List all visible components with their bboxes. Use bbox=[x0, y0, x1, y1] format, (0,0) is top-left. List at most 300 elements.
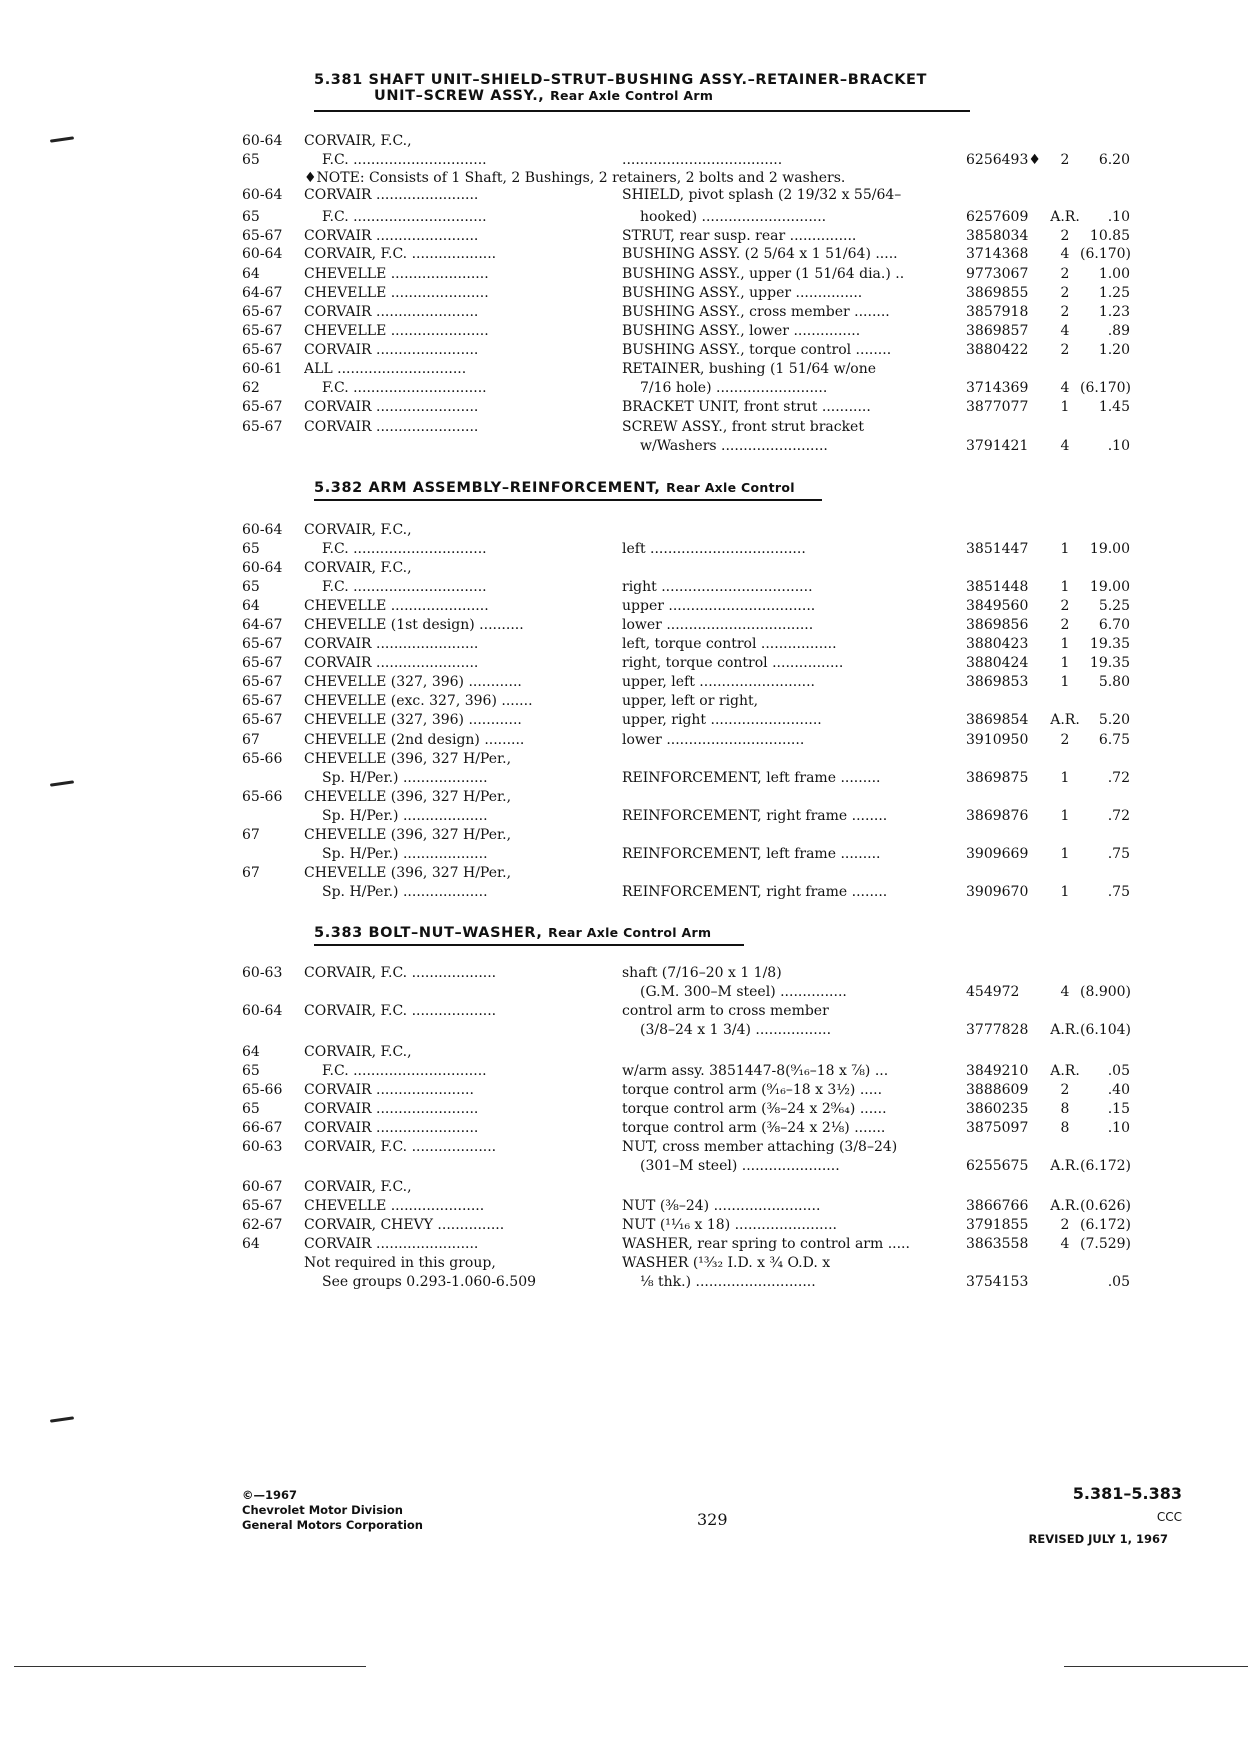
row-part-number: 3869876 bbox=[966, 808, 1029, 824]
row-year: 67 bbox=[242, 732, 260, 748]
row-model: CORVAIR ....................... bbox=[304, 342, 479, 358]
row-part-number: 3714369 bbox=[966, 380, 1029, 396]
table-row bbox=[0, 692, 1248, 711]
row-price: .72 bbox=[1107, 770, 1130, 786]
table-row bbox=[0, 635, 1248, 654]
row-description: shaft (7/16–20 x 1 1/8) bbox=[622, 965, 782, 981]
row-description: ⅛ thk.) ........................... bbox=[640, 1274, 816, 1290]
row-part-number: 3791855 bbox=[966, 1217, 1029, 1233]
row-model: CORVAIR ....................... bbox=[304, 636, 479, 652]
row-year: 65-66 bbox=[242, 1082, 283, 1098]
row-quantity: A.R. bbox=[1050, 1022, 1080, 1038]
group-range: 5.381–5.383 bbox=[1072, 1484, 1182, 1503]
row-year: 65 bbox=[242, 1101, 260, 1117]
table-row bbox=[0, 208, 1248, 227]
table-row bbox=[0, 151, 1248, 170]
table-row bbox=[0, 418, 1248, 437]
row-price: 1.25 bbox=[1098, 285, 1130, 301]
row-part-number: 3860235 bbox=[966, 1101, 1029, 1117]
row-price: (8.900) bbox=[1080, 984, 1132, 1000]
row-description: right, torque control ................ bbox=[622, 655, 844, 671]
table-row bbox=[0, 521, 1248, 540]
row-part-number: 3714368 bbox=[966, 246, 1029, 262]
table-row bbox=[0, 1138, 1248, 1157]
row-part-number: 3851447 bbox=[966, 541, 1029, 557]
row-part-number: 3857918 bbox=[966, 304, 1029, 320]
row-price: 19.00 bbox=[1089, 541, 1130, 557]
table-row bbox=[0, 769, 1248, 788]
row-description: 7/16 hole) ......................... bbox=[640, 380, 828, 396]
row-description: WASHER, rear spring to control arm ..... bbox=[622, 1236, 910, 1252]
row-year: 64 bbox=[242, 266, 260, 282]
row-model: CORVAIR, F.C. ................... bbox=[304, 1139, 497, 1155]
table-row bbox=[0, 1216, 1248, 1235]
table-row bbox=[0, 731, 1248, 750]
section-underline bbox=[314, 499, 822, 501]
row-description: BUSHING ASSY., cross member ........ bbox=[622, 304, 890, 320]
row-year: 60-64 bbox=[242, 522, 283, 538]
row-part-number: 3875097 bbox=[966, 1120, 1029, 1136]
row-description: WASHER (¹³⁄₃₂ I.D. x ¾ O.D. x bbox=[622, 1255, 831, 1271]
row-part-number: 6255675 bbox=[966, 1158, 1029, 1174]
row-part-number: 3869853 bbox=[966, 674, 1029, 690]
row-model: CORVAIR, F.C., bbox=[304, 133, 412, 149]
row-price: .05 bbox=[1107, 1274, 1130, 1290]
row-description: SCREW ASSY., front strut bracket bbox=[622, 419, 864, 435]
table-row bbox=[0, 1197, 1248, 1216]
row-part-number: 3869875 bbox=[966, 770, 1029, 786]
row-year: 67 bbox=[242, 865, 260, 881]
row-model: F.C. .............................. bbox=[322, 152, 487, 168]
row-quantity: 8 bbox=[1060, 1120, 1070, 1136]
row-year: 65-66 bbox=[242, 751, 283, 767]
row-description: REINFORCEMENT, right frame ........ bbox=[622, 884, 888, 900]
table-row bbox=[0, 1062, 1248, 1081]
row-model: CHEVELLE (327, 396) ............ bbox=[304, 712, 522, 728]
row-year: 60-63 bbox=[242, 965, 283, 981]
row-price: .15 bbox=[1107, 1101, 1130, 1117]
row-quantity: 2 bbox=[1060, 342, 1070, 358]
row-quantity: 1 bbox=[1060, 846, 1070, 862]
row-model: Sp. H/Per.) ................... bbox=[322, 884, 488, 900]
row-description: (G.M. 300–M steel) ............... bbox=[640, 984, 847, 1000]
row-quantity: 4 bbox=[1060, 323, 1070, 339]
row-quantity: 2 bbox=[1060, 152, 1070, 168]
row-model: CORVAIR ....................... bbox=[304, 304, 479, 320]
row-part-number: 3877077 bbox=[966, 399, 1029, 415]
section-underline bbox=[314, 110, 970, 112]
row-description: SHIELD, pivot splash (2 19/32 x 55/64– bbox=[622, 187, 902, 203]
revised-date: REVISED JULY 1, 1967 bbox=[1028, 1532, 1168, 1546]
row-price: 6.75 bbox=[1098, 732, 1130, 748]
row-quantity: 1 bbox=[1060, 636, 1070, 652]
row-year: 65-67 bbox=[242, 419, 283, 435]
row-year: 62 bbox=[242, 380, 260, 396]
row-model: CHEVELLE (327, 396) ............ bbox=[304, 674, 522, 690]
row-price: .10 bbox=[1107, 438, 1130, 454]
row-part-number: 3849560 bbox=[966, 598, 1029, 614]
row-model: CORVAIR, F.C. ................... bbox=[304, 246, 497, 262]
row-model: CORVAIR ....................... bbox=[304, 1101, 479, 1117]
table-row bbox=[0, 578, 1248, 597]
table-row bbox=[0, 964, 1248, 983]
table-row bbox=[0, 559, 1248, 578]
row-part-number: 3869856 bbox=[966, 617, 1029, 633]
table-row bbox=[0, 1043, 1248, 1062]
row-quantity: A.R. bbox=[1050, 1198, 1080, 1214]
row-price: (6.170) bbox=[1080, 380, 1132, 396]
row-year: 65-67 bbox=[242, 342, 283, 358]
row-part-number: 3869857 bbox=[966, 323, 1029, 339]
row-model: CORVAIR, F.C., bbox=[304, 1179, 412, 1195]
row-description: upper, left .......................... bbox=[622, 674, 816, 690]
row-description: left, torque control ................. bbox=[622, 636, 837, 652]
row-price: (6.172) bbox=[1080, 1158, 1132, 1174]
table-row bbox=[0, 437, 1248, 456]
row-quantity: 1 bbox=[1060, 655, 1070, 671]
row-year: 60-63 bbox=[242, 1139, 283, 1155]
row-year: 64 bbox=[242, 1236, 260, 1252]
row-year: 65-67 bbox=[242, 636, 283, 652]
table-row bbox=[0, 788, 1248, 807]
section-underline bbox=[314, 944, 744, 946]
row-model: CHEVELLE (exc. 327, 396) ....... bbox=[304, 693, 533, 709]
table-row bbox=[0, 1081, 1248, 1100]
row-model: F.C. .............................. bbox=[322, 579, 487, 595]
row-part-number: 3880423 bbox=[966, 636, 1029, 652]
row-quantity: 2 bbox=[1060, 266, 1070, 282]
row-year: 65-67 bbox=[242, 655, 283, 671]
table-row bbox=[0, 1254, 1248, 1273]
row-quantity: 1 bbox=[1060, 674, 1070, 690]
row-year: 60-67 bbox=[242, 1179, 283, 1195]
row-description: .................................... bbox=[622, 152, 783, 168]
row-price: (7.529) bbox=[1080, 1236, 1132, 1252]
row-price: 1.00 bbox=[1098, 266, 1130, 282]
row-year: 65 bbox=[242, 541, 260, 557]
row-year: 64 bbox=[242, 1044, 260, 1060]
section-title-5-382: 5.382 ARM ASSEMBLY–REINFORCEMENT, Rear Axle Control bbox=[314, 480, 795, 496]
row-quantity: 1 bbox=[1060, 399, 1070, 415]
row-description: left ................................... bbox=[622, 541, 806, 557]
row-description: BUSHING ASSY. (2 5/64 x 1 51/64) ..... bbox=[622, 246, 898, 262]
row-price: 1.23 bbox=[1098, 304, 1130, 320]
row-part-number: 3754153 bbox=[966, 1274, 1029, 1290]
row-year: 66-67 bbox=[242, 1120, 283, 1136]
row-year: 65-67 bbox=[242, 712, 283, 728]
row-year: 67 bbox=[242, 827, 260, 843]
corporation: General Motors Corporation bbox=[242, 1518, 423, 1532]
row-part-number: 3910950 bbox=[966, 732, 1029, 748]
row-description: lower ................................. bbox=[622, 617, 814, 633]
table-row bbox=[0, 616, 1248, 635]
row-model: CORVAIR, F.C., bbox=[304, 1044, 412, 1060]
row-model: Sp. H/Per.) ................... bbox=[322, 846, 488, 862]
row-price: .05 bbox=[1107, 1063, 1130, 1079]
copyright: ©—1967 bbox=[242, 1488, 298, 1502]
row-description: (301–M steel) ...................... bbox=[640, 1158, 840, 1174]
row-model: CORVAIR ....................... bbox=[304, 399, 479, 415]
section-note: ♦NOTE: Consists of 1 Shaft, 2 Bushings, 2 retainers, 2 bolts and 2 washers. bbox=[304, 170, 846, 186]
row-price: 5.25 bbox=[1098, 598, 1130, 614]
row-price: .75 bbox=[1107, 884, 1130, 900]
row-price: (6.170) bbox=[1080, 246, 1132, 262]
row-quantity: 2 bbox=[1060, 732, 1070, 748]
row-part-number: 3851448 bbox=[966, 579, 1029, 595]
row-quantity: A.R. bbox=[1050, 712, 1080, 728]
row-quantity: 1 bbox=[1060, 884, 1070, 900]
row-model: CHEVELLE ...................... bbox=[304, 285, 489, 301]
row-part-number: 3849210 bbox=[966, 1063, 1029, 1079]
row-quantity: A.R. bbox=[1050, 1158, 1080, 1174]
row-year: 65 bbox=[242, 209, 260, 225]
row-model: CORVAIR, F.C., bbox=[304, 560, 412, 576]
row-quantity: 1 bbox=[1060, 770, 1070, 786]
row-part-number: 3866766 bbox=[966, 1198, 1029, 1214]
row-year: 65 bbox=[242, 152, 260, 168]
row-year: 60-64 bbox=[242, 246, 283, 262]
row-year: 65-67 bbox=[242, 323, 283, 339]
row-part-number: 3909670 bbox=[966, 884, 1029, 900]
row-part-number: 3880422 bbox=[966, 342, 1029, 358]
row-model: CHEVELLE (396, 327 H/Per., bbox=[304, 751, 512, 767]
row-model: CHEVELLE ...................... bbox=[304, 266, 489, 282]
table-row bbox=[0, 1100, 1248, 1119]
row-model: CORVAIR ....................... bbox=[304, 1236, 479, 1252]
row-description: control arm to cross member bbox=[622, 1003, 829, 1019]
row-part-number: 3880424 bbox=[966, 655, 1029, 671]
row-year: 65-67 bbox=[242, 1198, 283, 1214]
table-row bbox=[0, 132, 1248, 151]
row-year: 65-67 bbox=[242, 304, 283, 320]
row-model: CORVAIR ...................... bbox=[304, 1082, 474, 1098]
row-model: CORVAIR ....................... bbox=[304, 655, 479, 671]
table-row bbox=[0, 1119, 1248, 1138]
row-price: .75 bbox=[1107, 846, 1130, 862]
table-row bbox=[0, 711, 1248, 730]
table-row bbox=[0, 398, 1248, 417]
row-description: BUSHING ASSY., upper ............... bbox=[622, 285, 863, 301]
row-description: BRACKET UNIT, front strut ........... bbox=[622, 399, 871, 415]
margin-mark bbox=[50, 1416, 74, 1422]
table-row bbox=[0, 1021, 1248, 1040]
row-description: upper, right ......................... bbox=[622, 712, 822, 728]
row-description: BUSHING ASSY., lower ............... bbox=[622, 323, 861, 339]
row-price: (6.104) bbox=[1080, 1022, 1132, 1038]
row-price: .10 bbox=[1107, 1120, 1130, 1136]
row-model: CHEVELLE (1st design) .......... bbox=[304, 617, 524, 633]
row-part-number: 3909669 bbox=[966, 846, 1029, 862]
table-row bbox=[0, 1273, 1248, 1292]
row-model: Sp. H/Per.) ................... bbox=[322, 808, 488, 824]
bottom-rule bbox=[1064, 1666, 1248, 1667]
row-price: 5.20 bbox=[1098, 712, 1130, 728]
row-price: .72 bbox=[1107, 808, 1130, 824]
row-price: .10 bbox=[1107, 209, 1130, 225]
row-description: lower ............................... bbox=[622, 732, 805, 748]
row-model: CORVAIR, F.C. ................... bbox=[304, 965, 497, 981]
row-part-number: 3869855 bbox=[966, 285, 1029, 301]
row-year: 64 bbox=[242, 598, 260, 614]
row-quantity: 1 bbox=[1060, 541, 1070, 557]
row-year: 60-64 bbox=[242, 187, 283, 203]
section-title-5-381: 5.381 SHAFT UNIT–SHIELD–STRUT–BUSHING ASSY.–RETAINER–BRACKET UNIT–SCREW ASSY., Rear Axle Control Arm bbox=[314, 72, 928, 104]
table-row bbox=[0, 807, 1248, 826]
row-model: CORVAIR, CHEVY ............... bbox=[304, 1217, 505, 1233]
row-description: (3/8–24 x 1 3/4) ................. bbox=[640, 1022, 832, 1038]
row-price: (0.626) bbox=[1080, 1198, 1132, 1214]
table-row bbox=[0, 1157, 1248, 1176]
row-quantity: 2 bbox=[1060, 617, 1070, 633]
table-row bbox=[0, 826, 1248, 845]
row-quantity: 4 bbox=[1060, 380, 1070, 396]
row-description: w/arm assy. 3851447-8(⁹⁄₁₆–18 x ⅞) ... bbox=[622, 1063, 889, 1079]
row-year: 64-67 bbox=[242, 285, 283, 301]
row-model: CHEVELLE ..................... bbox=[304, 1198, 485, 1214]
row-year: 60-64 bbox=[242, 133, 283, 149]
row-description: hooked) ............................ bbox=[640, 209, 827, 225]
row-price: .40 bbox=[1107, 1082, 1130, 1098]
row-model: CORVAIR, F.C., bbox=[304, 522, 412, 538]
footer-publisher bbox=[242, 1488, 423, 1533]
bottom-rule bbox=[14, 1666, 366, 1667]
table-row bbox=[0, 597, 1248, 616]
row-part-number: 9773067 bbox=[966, 266, 1029, 282]
row-description: NUT (¹¹⁄₁₆ x 18) ....................... bbox=[622, 1217, 837, 1233]
row-description: upper, left or right, bbox=[622, 693, 759, 709]
row-model: CHEVELLE ...................... bbox=[304, 598, 489, 614]
row-year: 60-64 bbox=[242, 1003, 283, 1019]
row-description: w/Washers ........................ bbox=[640, 438, 828, 454]
table-row bbox=[0, 673, 1248, 692]
row-quantity: A.R. bbox=[1050, 209, 1080, 225]
row-model: See groups 0.293-1.060-6.509 bbox=[322, 1274, 537, 1290]
row-quantity: 2 bbox=[1060, 228, 1070, 244]
row-quantity: 1 bbox=[1060, 808, 1070, 824]
row-description: REINFORCEMENT, left frame ......... bbox=[622, 770, 881, 786]
row-model: CHEVELLE ...................... bbox=[304, 323, 489, 339]
table-row bbox=[0, 245, 1248, 264]
row-description: NUT (⅜–24) ........................ bbox=[622, 1198, 821, 1214]
row-quantity: 2 bbox=[1060, 1217, 1070, 1233]
row-model: CORVAIR ....................... bbox=[304, 419, 479, 435]
row-price: .89 bbox=[1107, 323, 1130, 339]
row-quantity: 2 bbox=[1060, 598, 1070, 614]
row-model: CORVAIR ....................... bbox=[304, 187, 479, 203]
row-quantity: 4 bbox=[1060, 246, 1070, 262]
row-description: torque control arm (⁹⁄₁₆–18 x 3½) ..... bbox=[622, 1082, 883, 1098]
row-year: 65-67 bbox=[242, 399, 283, 415]
row-price: 1.20 bbox=[1098, 342, 1130, 358]
row-model: CHEVELLE (2nd design) ......... bbox=[304, 732, 525, 748]
row-description: NUT, cross member attaching (3/8–24) bbox=[622, 1139, 898, 1155]
row-description: upper ................................. bbox=[622, 598, 816, 614]
row-price: 19.35 bbox=[1089, 655, 1130, 671]
row-price: 6.70 bbox=[1098, 617, 1130, 633]
row-year: 65-66 bbox=[242, 789, 283, 805]
table-row bbox=[0, 227, 1248, 246]
page-number: 329 bbox=[697, 1510, 728, 1529]
row-quantity: 4 bbox=[1060, 1236, 1070, 1252]
row-model: CORVAIR, F.C. ................... bbox=[304, 1003, 497, 1019]
table-row bbox=[0, 540, 1248, 559]
row-description: BUSHING ASSY., torque control ........ bbox=[622, 342, 892, 358]
row-model: F.C. .............................. bbox=[322, 541, 487, 557]
table-row bbox=[0, 864, 1248, 883]
table-row bbox=[0, 1235, 1248, 1254]
table-row bbox=[0, 284, 1248, 303]
row-part-number: 3858034 bbox=[966, 228, 1029, 244]
table-row bbox=[0, 883, 1248, 902]
row-year: 64-67 bbox=[242, 617, 283, 633]
table-row bbox=[0, 186, 1248, 205]
row-model: CHEVELLE (396, 327 H/Per., bbox=[304, 865, 512, 881]
row-description: torque control arm (⅜–24 x 2⁹⁄₆₄) ...... bbox=[622, 1101, 887, 1117]
row-model: F.C. .............................. bbox=[322, 1063, 487, 1079]
row-price: 6.20 bbox=[1098, 152, 1130, 168]
row-year: 65-67 bbox=[242, 228, 283, 244]
row-year: 65-67 bbox=[242, 674, 283, 690]
row-part-number: 6256493♦ bbox=[966, 152, 1041, 168]
row-model: CORVAIR ....................... bbox=[304, 1120, 479, 1136]
row-year: 65 bbox=[242, 1063, 260, 1079]
table-row bbox=[0, 750, 1248, 769]
row-model: ALL ............................. bbox=[304, 361, 467, 377]
row-year: 60-61 bbox=[242, 361, 283, 377]
row-quantity: 4 bbox=[1060, 984, 1070, 1000]
table-row bbox=[0, 1002, 1248, 1021]
table-row bbox=[0, 360, 1248, 379]
row-part-number: 3863558 bbox=[966, 1236, 1029, 1252]
row-year: 60-64 bbox=[242, 560, 283, 576]
row-model: CORVAIR ....................... bbox=[304, 228, 479, 244]
row-price: (6.172) bbox=[1080, 1217, 1132, 1233]
row-part-number: 6257609 bbox=[966, 209, 1029, 225]
row-description: torque control arm (⅜–24 x 2⅛) ....... bbox=[622, 1120, 886, 1136]
row-quantity: 2 bbox=[1060, 1082, 1070, 1098]
row-part-number: 454972 bbox=[966, 984, 1020, 1000]
row-quantity: 2 bbox=[1060, 285, 1070, 301]
table-row bbox=[0, 845, 1248, 864]
row-price: 10.85 bbox=[1089, 228, 1130, 244]
row-part-number: 3888609 bbox=[966, 1082, 1029, 1098]
row-part-number: 3777828 bbox=[966, 1022, 1029, 1038]
table-row bbox=[0, 654, 1248, 673]
row-part-number: 3869854 bbox=[966, 712, 1029, 728]
row-description: BUSHING ASSY., upper (1 51/64 dia.) .. bbox=[622, 266, 905, 282]
row-price: 5.80 bbox=[1098, 674, 1130, 690]
row-description: RETAINER, bushing (1 51/64 w/one bbox=[622, 361, 877, 377]
row-description: REINFORCEMENT, right frame ........ bbox=[622, 808, 888, 824]
row-year: 65-67 bbox=[242, 693, 283, 709]
table-row bbox=[0, 322, 1248, 341]
row-model: CHEVELLE (396, 327 H/Per., bbox=[304, 827, 512, 843]
row-model: Not required in this group, bbox=[304, 1255, 496, 1271]
row-description: REINFORCEMENT, left frame ......... bbox=[622, 846, 881, 862]
table-row bbox=[0, 265, 1248, 284]
row-model: F.C. .............................. bbox=[322, 209, 487, 225]
table-row bbox=[0, 1178, 1248, 1197]
table-row bbox=[0, 983, 1248, 1002]
row-year: 62-67 bbox=[242, 1217, 283, 1233]
division: Chevrolet Motor Division bbox=[242, 1503, 403, 1517]
row-year: 65 bbox=[242, 579, 260, 595]
row-description: right .................................. bbox=[622, 579, 813, 595]
row-quantity: 4 bbox=[1060, 438, 1070, 454]
row-quantity: 1 bbox=[1060, 579, 1070, 595]
catalog-code: CCC bbox=[1156, 1510, 1182, 1524]
row-part-number: 3791421 bbox=[966, 438, 1029, 454]
